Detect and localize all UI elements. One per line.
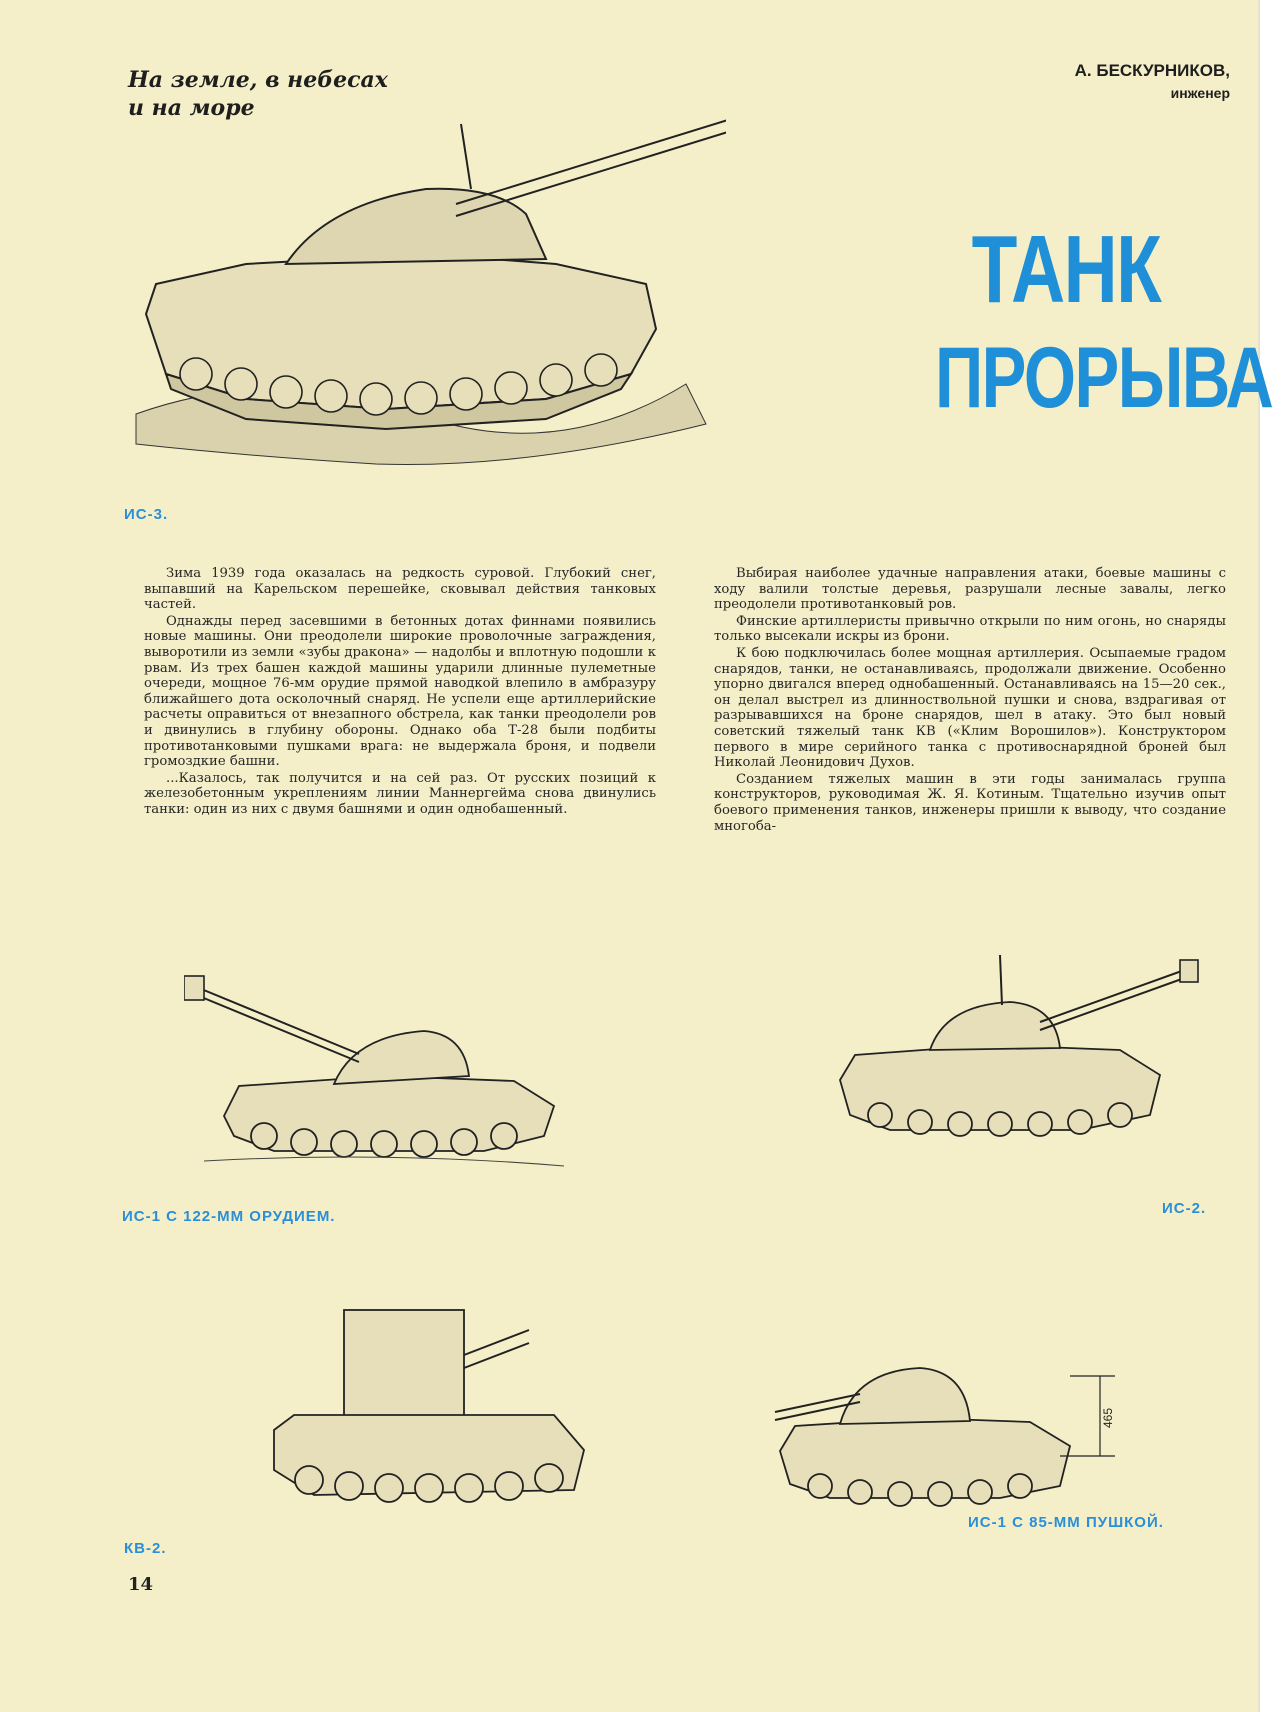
article-column-left [144, 566, 656, 819]
title-line-1: ТАНК [971, 216, 1161, 323]
caption-is3: ИС-3. [124, 506, 169, 523]
caption-is1-122: ИС-1 С 122-ММ ОРУДИЕМ. [122, 1208, 336, 1225]
caption-is1-85: ИС-1 С 85-ММ ПУШКОЙ. [968, 1514, 1164, 1531]
article-column-right [714, 566, 1226, 835]
author-name: А. БЕСКУРНИКОВ, [1074, 61, 1230, 80]
caption-is2: ИС-2. [1162, 1200, 1207, 1217]
is2-tank-illustration [820, 950, 1200, 1180]
rubric-line-2: и на море [128, 95, 255, 121]
rubric-line-1: На земле, в небесах [128, 67, 388, 93]
article-paragraph: Выбирая наиболее удачные направления атаки, боевые машины с ходу валили толстые деревья, разрушали лесные завалы, легко преодолели противотанковый ров. [714, 566, 1226, 613]
title-line-2: ПРОРЫВА [934, 330, 1273, 426]
article-paragraph: Созданием тяжелых машин в эти годы занималась группа конструкторов, руководимая Ж. Я. Котиным. Тщательно изучив опыт боевого применения танков, инженеры пришли к выводу, что создание многоба- [714, 771, 1226, 834]
caption-kv2: КВ-2. [124, 1540, 167, 1557]
is1-85-tank-illustration [770, 1326, 1130, 1526]
author-byline [970, 60, 1230, 104]
author-role: инженер [1170, 85, 1230, 101]
article-paragraph: ...Казалось, так получится и на сей раз. От русских позиций к железобетонным укреплениям линии Маннергейма снова двинулись танки: один из них с двумя башнями и один однобашенный. [144, 770, 656, 817]
is3-tank-illustration [126, 84, 726, 484]
kv2-tank-illustration [254, 1290, 614, 1530]
article-paragraph: Однажды перед засевшими в бетонных дотах финнами появились новые машины. Они преодолели широкие проволочные заграждения, выворотили из земли «зубы дракона» — надолбы и вплотную подошли к рвам. Из трех башен каждой машины ударили длинные пулеметные очереди, мощное 76-мм орудие прямой наводкой влепило в амбразуру ближайшего дота осколочный снаряд. Не успели еще артиллерийские расчеты оправиться от внезапного обстрела, как танки преодолели ров и двинулись в глубину обороны. Однако оба Т-28 были подбиты противотанковыми пушками врага: не выдержала броня, и подвели громоздкие башни. [144, 613, 656, 770]
article-paragraph: Зима 1939 года оказалась на редкость суровой. Глубокий снег, выпавший на Карельском перешейке, сковывал действия танковых частей. [144, 566, 656, 613]
is1-122-tank-illustration [184, 966, 584, 1176]
article-title [934, 214, 1273, 430]
article-paragraph: Финские артиллеристы привычно открыли по ним огонь, но снаряды только высекали искры из брони. [714, 613, 1226, 645]
page-number: 14 [128, 1574, 154, 1595]
article-paragraph: К бою подключилась более мощная артиллерия. Осыпаемые градом снарядов, танки, не останавливаясь, продолжали движение. Особенно упорно двигался вперед однобашенный. Останавливаясь на 15—20 сек., он делал выстрел из длинноствольной пушки и снова, вздрагивая от разрывавшихся на броне снарядов, шел в атаку. Это был новый советский тяжелый танк КВ («Клим Ворошилов»). Конструктором первого в мире серийного танка с противоснарядной броней был Николай Леонидович Духов. [714, 645, 1226, 771]
dimension-465-label: 465 [1101, 1407, 1115, 1428]
